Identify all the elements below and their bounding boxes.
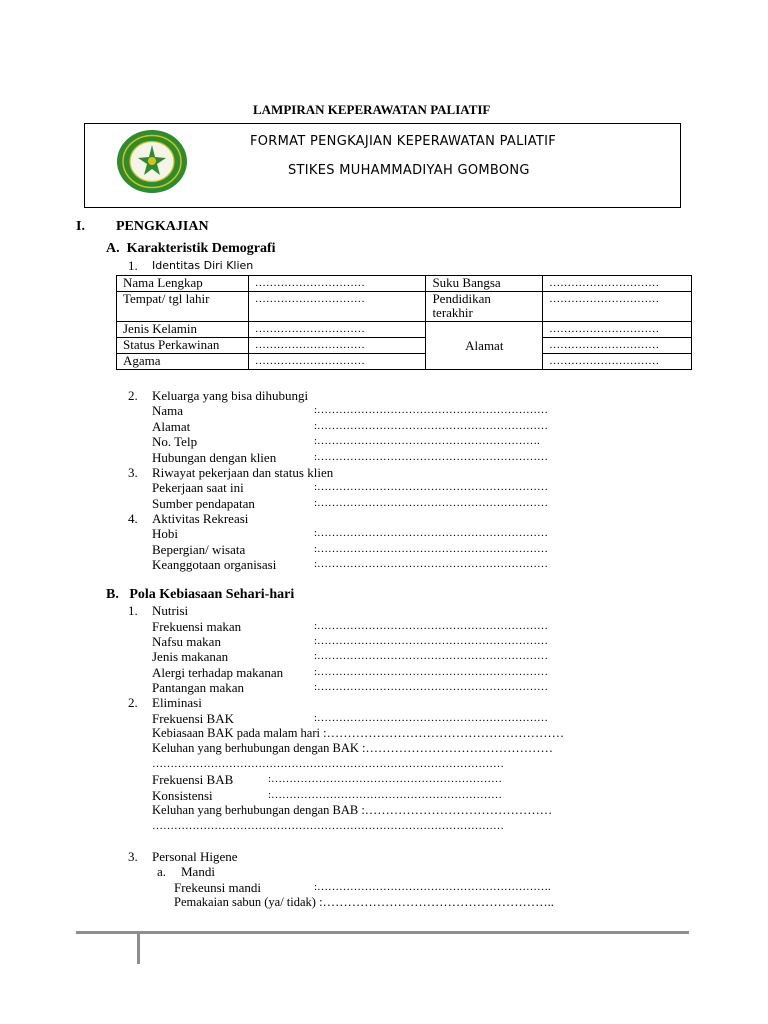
b1-title: Nutrisi bbox=[152, 603, 189, 618]
field-frekuensi-mandi[interactable]: :………………………………………………………. bbox=[314, 881, 551, 893]
label-tempat-tgl-lahir: Tempat/ tgl lahir bbox=[117, 292, 249, 322]
field-alamat-1[interactable]: ………………………… bbox=[543, 322, 692, 338]
field-sumber-pendapatan[interactable]: :……………………………………………………… bbox=[314, 497, 549, 509]
label-agama: Agama bbox=[117, 354, 249, 370]
label-kontak-hubungan: Hubungan dengan klien bbox=[152, 450, 277, 465]
label-jenis-makanan: Jenis makanan bbox=[152, 649, 229, 664]
label-pantangan-makan: Pantangan makan bbox=[152, 680, 245, 695]
label-nama-lengkap: Nama Lengkap bbox=[117, 276, 249, 292]
b2-number: 2. bbox=[128, 695, 138, 710]
field-frekuensi-bab[interactable]: :……………………………………………………… bbox=[268, 773, 503, 785]
label-konsistensi: Konsistensi bbox=[152, 788, 213, 803]
field-alamat-2[interactable]: ………………………… bbox=[543, 338, 692, 354]
label-kontak-alamat: Alamat bbox=[152, 419, 191, 434]
b3a-title: Mandi bbox=[181, 864, 215, 879]
subsection-a-title: A. Karakteristik Demografi bbox=[106, 241, 276, 256]
field-keanggotaan[interactable]: :……………………………………………………… bbox=[314, 558, 549, 570]
item-1-title: Identitas Diri Klien bbox=[152, 259, 254, 272]
b3-number: 3. bbox=[128, 849, 138, 864]
field-kontak-telp[interactable]: :……………………………………………………. bbox=[314, 435, 540, 447]
label-pendidikan-line1: Pendidikan bbox=[432, 291, 491, 306]
field-keluhan-bab[interactable]: Keluhan yang berhubungan dengan BAB :……………………………………… bbox=[152, 803, 553, 817]
label-kontak-telp: No. Telp bbox=[152, 434, 198, 449]
field-alamat-3[interactable]: ………………………… bbox=[543, 354, 692, 370]
field-frekuensi-bak[interactable]: :……………………………………………………… bbox=[314, 712, 549, 724]
label-sumber-pendapatan: Sumber pendapatan bbox=[152, 496, 255, 511]
field-pemakaian-sabun[interactable]: Pemakaian sabun (ya/ tidak) :……………………………………………….. bbox=[174, 895, 554, 909]
field-jenis-makanan[interactable]: :……………………………………………………… bbox=[314, 650, 549, 662]
field-keluhan-bak[interactable]: Keluhan yang berhubungan dengan BAK :……………………………………… bbox=[152, 741, 553, 755]
header-line-2: STIKES MUHAMMADIYAH GOMBONG bbox=[288, 163, 530, 178]
label-hobi: Hobi bbox=[152, 526, 178, 541]
label-alergi-makanan: Alergi terhadap makanan bbox=[152, 665, 284, 680]
field-keluhan-bab-cont[interactable]: …………………………………………………………………………………… bbox=[152, 820, 504, 832]
footer-tick bbox=[137, 933, 140, 964]
label-alamat: Alamat bbox=[426, 322, 543, 370]
field-suku-bangsa[interactable]: ………………………… bbox=[543, 276, 692, 292]
field-pendidikan[interactable]: ………………………… bbox=[543, 292, 692, 322]
field-pekerjaan[interactable]: :……………………………………………………… bbox=[314, 481, 549, 493]
field-hobi[interactable]: :……………………………………………………… bbox=[314, 527, 549, 539]
field-kontak-alamat[interactable]: :……………………………………………………… bbox=[314, 420, 549, 432]
field-kebiasaan-bak[interactable]: Kebiasaan BAK pada malam hari :………………………………………………… bbox=[152, 726, 565, 740]
label-frekuensi-bak: Frekuensi BAK bbox=[152, 711, 234, 726]
b1-number: 1. bbox=[128, 603, 138, 618]
field-jenis-kelamin[interactable]: ………………………… bbox=[248, 322, 426, 338]
label-pekerjaan: Pekerjaan saat ini bbox=[152, 480, 244, 495]
field-bepergian[interactable]: :……………………………………………………… bbox=[314, 543, 549, 555]
field-pantangan-makan[interactable]: :……………………………………………………… bbox=[314, 681, 549, 693]
label-nafsu-makan: Nafsu makan bbox=[152, 634, 221, 649]
section-number: I. bbox=[76, 219, 85, 234]
document-title: LAMPIRAN KEPERAWATAN PALIATIF bbox=[253, 102, 491, 117]
header-line-1: FORMAT PENGKAJIAN KEPERAWATAN PALIATIF bbox=[250, 134, 557, 149]
label-keanggotaan: Keanggotaan organisasi bbox=[152, 557, 277, 572]
item-4-title: Aktivitas Rekreasi bbox=[152, 511, 249, 526]
label-bepergian: Bepergian/ wisata bbox=[152, 542, 246, 557]
field-frekuensi-makan[interactable]: :……………………………………………………… bbox=[314, 620, 549, 632]
field-keluhan-bak-cont[interactable]: …………………………………………………………………………………… bbox=[152, 758, 504, 770]
field-tempat-tgl-lahir[interactable]: ………………………… bbox=[248, 292, 426, 322]
b3-title: Personal Higene bbox=[152, 849, 238, 864]
label-frekuensi-bab: Frekuensi BAB bbox=[152, 772, 234, 787]
label-frekuensi-makan: Frekuensi makan bbox=[152, 619, 242, 634]
item-2-title: Keluarga yang bisa dihubungi bbox=[152, 388, 309, 403]
item-1-number: 1. bbox=[128, 258, 138, 273]
section-title: PENGKAJIAN bbox=[116, 219, 209, 234]
field-nama-lengkap[interactable]: ………………………… bbox=[248, 276, 426, 292]
field-kontak-nama[interactable]: :……………………………………………………… bbox=[314, 404, 549, 416]
field-konsistensi[interactable]: :……………………………………………………… bbox=[268, 789, 503, 801]
label-kontak-nama: Nama bbox=[152, 403, 184, 418]
b2-title: Eliminasi bbox=[152, 695, 202, 710]
item-3-title: Riwayat pekerjaan dan status klien bbox=[152, 465, 334, 480]
field-status-perkawinan[interactable]: ………………………… bbox=[248, 338, 426, 354]
label-suku-bangsa: Suku Bangsa bbox=[426, 276, 543, 292]
b3a-number: a. bbox=[157, 864, 167, 879]
stikes-logo bbox=[116, 129, 188, 194]
field-alergi-makanan[interactable]: :……………………………………………………… bbox=[314, 666, 549, 678]
label-frekuensi-mandi: Frekeunsi mandi bbox=[174, 880, 262, 895]
label-status-perkawinan: Status Perkawinan bbox=[117, 338, 249, 354]
label-jenis-kelamin: Jenis Kelamin bbox=[117, 322, 249, 338]
footer-line bbox=[76, 931, 689, 934]
item-2-number: 2. bbox=[128, 388, 138, 403]
item-4-number: 4. bbox=[128, 511, 138, 526]
field-nafsu-makan[interactable]: :……………………………………………………… bbox=[314, 635, 549, 647]
identity-table bbox=[116, 275, 692, 370]
item-3-number: 3. bbox=[128, 465, 138, 480]
label-pendidikan bbox=[426, 292, 543, 322]
field-agama[interactable]: ………………………… bbox=[248, 354, 426, 370]
label-pendidikan-line2: terakhir bbox=[432, 305, 473, 320]
field-kontak-hubungan[interactable]: :……………………………………………………… bbox=[314, 451, 549, 463]
subsection-b-title: B. Pola Kebiasaan Sehari-hari bbox=[106, 587, 295, 602]
